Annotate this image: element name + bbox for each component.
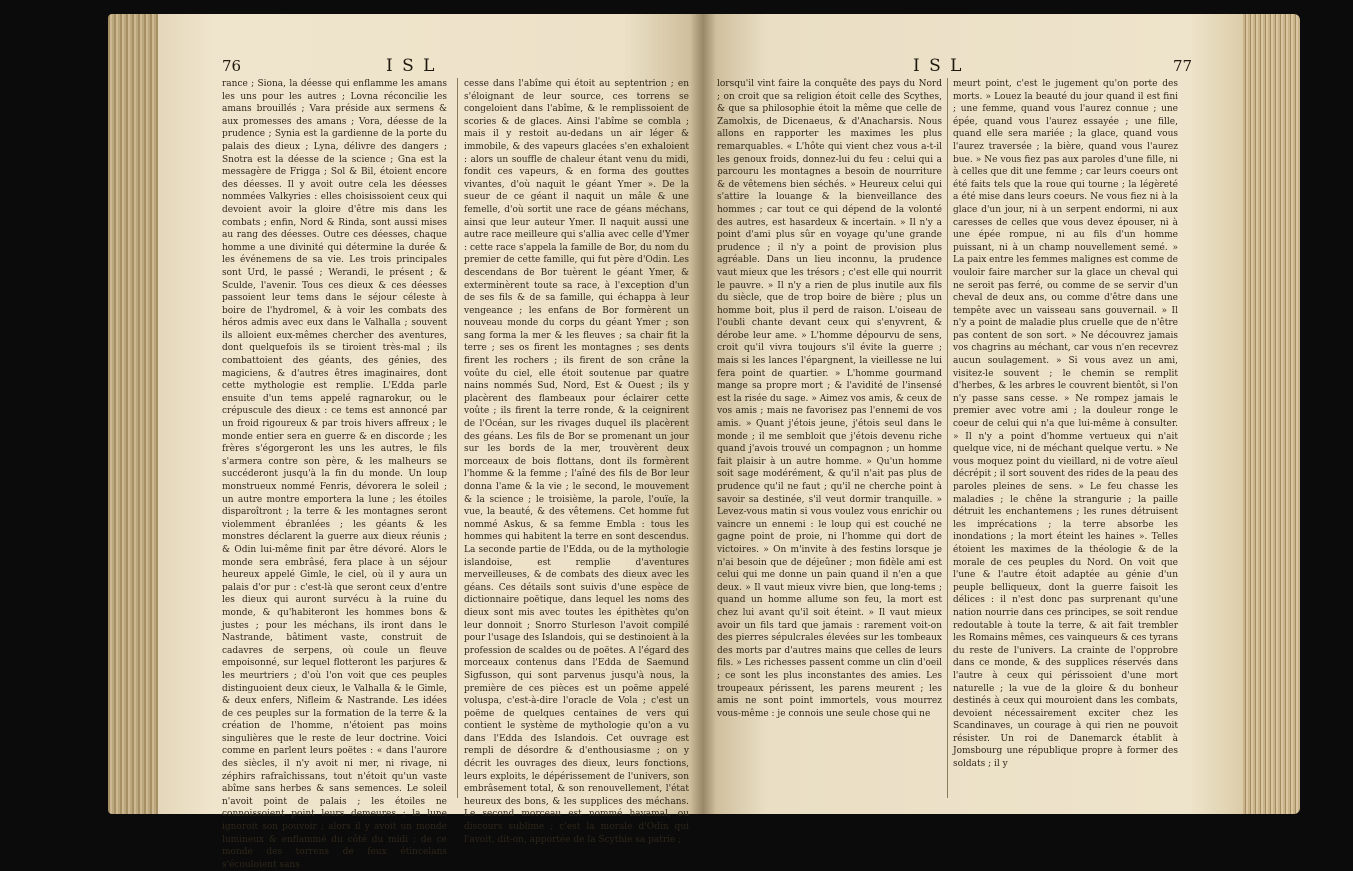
right-page-number: 77 (1173, 57, 1193, 75)
left-page-number: 76 (222, 57, 242, 75)
column-divider (947, 78, 948, 798)
left-running-head: I S L (386, 56, 437, 76)
right-page (703, 14, 1243, 814)
left-page-column-2: cesse dans l'abîme qui étoit au septentrion ; en s'éloignant de leur source, ces torrens se congeloient dans l'abîme, & le remplissoient de scories & de glaces. Ainsi l'abîme se combla ; mais il y restoit au-dedans un air léger & immobile, & des vapeurs glacées s'en exhaloient : alors un souffle de chaleur étant venu du midi, fondit ces vapeurs, & en forma des gouttes vivantes, d'où naquit le géant Ymer ». De la sueur de ce géant il naquit un mâle & une femelle, d'où sortit une race de géans méchans, ainsi que leur auteur Ymer. Il naquit aussi une autre race meilleure qui s'allia avec celle d'Ymer : cette race s'appela la famille de Bor, du nom du premier de cette famille, qui fut père d'Odin. Les descendans de Bor tuèrent le géant Ymer, & exterminèrent toute sa race, à l'exception d'un de ses fils & de sa famille, qui échappa à leur vengeance ; les enfans de Bor formèrent un nouveau monde du corps du géant Ymer ; son sang forma la mer & les fleuves ; sa chair fit la terre ; ses os firent les montagnes ; ses dents firent les rochers ; ils firent de son crâne la voûte du ciel, elle étoit soutenue par quatre nains nommés Sud, Nord, Est & Ouest ; ils y placèrent des flambeaux pour éclairer cette voûte ; ils firent la terre ronde, & la ceignirent de l'Océan, sur les rivages duquel ils placèrent des géans. Les fils de Bor se promenant un jour sur les bords de la mer, trouvèrent deux morceaux de bois flottans, dont ils formèrent l'homme & la femme ; l'aîné des fils de Bor leur donna l'ame & la vie ; le second, le mouvement & la science ; le troisième, la parole, l'ouïe, la vue, la beauté, & des vêtemens. Cet homme fut nommé Askus, & sa femme Embla : tous les hommes qui habitent la terre en sont descendus. La seconde partie de l'Edda, ou de la mythologie islandoise, est remplie d'aventures merveilleuses, & de combats des dieux avec les géans. Ces détails sont suivis d'une espèce de dictionnaire poëtique, dans lequel les noms des dieux sont mis avec toutes les épithètes qu'on leur donnoit ; Snorro Sturleson l'avoit compilé pour l'usage des Islandois, qui se destinoient à la profession de scaldes ou de poëtes. A l'égard des morceaux contenus dans l'Edda de Saemund Sigfusson, qui sont parvenus jusqu'à nous, la première de ces pièces est un poëme appelé voluspa, c'est-à-dire l'oracle de Vola ; c'est un poëme de quelques centaines de vers qui contient le système de mythologie qu'on a vu dans l'Edda des Islandois. Cet ouvrage est rempli de désordre & d'enthousiasme ; on y décrit les ouvrages des dieux, leurs fonctions, leurs exploits, le dépérissement de l'univers, son embrâsement total, & son renouvellement, l'état heureux des bons, & les supplices des méchans. Le second morceau est nommé havamal, ou discours sublime ; c'est la morale d'Odin qui l'avoit, dit-on, apportée de la Scythie sa patrie ; (464, 79, 689, 845)
right-page-edges (1238, 14, 1300, 814)
left-page (158, 14, 703, 870)
column-divider (457, 78, 458, 798)
right-page-column-2: meurt point, c'est le jugement qu'on porte des morts. » Louez la beauté du jour quand il est fini ; une femme, quand vous l'aurez connue ; une épée, quand vous l'aurez essayée ; une fille, quand elle sera mariée ; la glace, quand vous l'aurez traversée ; la bière, quand vous l'aurez bue. » Ne vous fiez pas aux paroles d'une fille, ni à celles que dit une femme ; car leurs coeurs ont été faits tels que la roue qui tourne ; la légèreté a été mise dans leurs coeurs. Ne vous fiez ni à la glace d'un jour, ni à un serpent endormi, ni aux caresses de celles que vous devez épouser, ni à une épée rompue, ni au fils d'un homme puissant, ni à un champ nouvellement semé. » La paix entre les femmes malignes est comme de vouloir faire marcher sur la glace un cheval qui ne seroit pas ferré, ou comme de se servir d'un cheval de deux ans, ou comme d'être dans une tempête avec un vaisseau sans gouvernail. » Il n'y a point de maladie plus cruelle que de n'être pas content de son sort. » Ne découvrez jamais vos chagrins au méchant, car vous n'en recevrez aucun soulagement. » Si vous avez un ami, visitez-le souvent ; le chemin se remplit d'herbes, & les arbres le couvrent bientôt, si l'on n'y passe sans cesse. » Ne rompez jamais le premier avec votre ami ; la douleur ronge le coeur de celui qui n'a que lui-même à consulter. » Il n'y a point d'homme vertueux qui n'ait quelque vice, ni de méchant quelque vertu. » Ne vous moquez point du vieillard, ni de votre aïeul décrépit ; il sort souvent des rides de la peau des paroles pleines de sens. » Le feu chasse les maladies ; le chêne la strangurie ; la paille détruit les enchantemens ; les runes détruisent les imprécations ; la terre absorbe les inondations ; la mort éteint les haines ». Telles étoient les maximes de la théologie & de la morale de ces peuples du Nord. On voit que l'une & l'autre étoit adaptée au génie d'un peuple belliqueux, dont la guerre faisoit les délices : il n'est donc pas surprenant qu'une nation nourrie dans ces principes, se soit rendue redoutable à toute la terre, & ait fait trembler les Romains mêmes, ces vainqueurs & ces tyrans du reste de l'univers. La crainte de l'opprobre dans ce monde, & des supplices réservés dans l'autre à ceux qui périssoient d'une mort naturelle ; la vue de la gloire & du bonheur destinés à ceux qui mouroient dans les combats, devoient nécessairement exciter chez les Scandinaves, un courage à qui rien ne pouvoit résister. Un roi de Danemarck établit à Jomsbourg une république propre à former des soldats ; il y (953, 79, 1178, 770)
left-page-column-1: rance ; Siona, la déesse qui enflamme les amans les uns pour les autres ; Lovna réconcilie les amans brouillés ; Vara préside aux sermens & aux promesses des amans ; Vora, déesse de la prudence ; Synia est la gardienne de la porte du palais des dieux ; Lyna, délivre des dangers ; Snotra est la déesse de la science ; Gna est la messagère de Frigga ; Sol & Bil, étoient encore des déesses. Il y avoit outre cela les déesses nommées Valkyries : elles choisissoient ceux qui devoient avoir la gloire d'être mis dans les combats ; enfin, Nord & Rinda, sont aussi mises au rang des déesses. Outre ces déesses, chaque homme a une divinité qui détermine la durée & les événemens de sa vie. Les trois principales sont Urd, le passé ; Werandi, le présent ; & Sculde, l'avenir. Tous ces dieux & ces déesses passoient leur tems dans le séjour céleste à boire de l'hydromel, & à voir les combats des héros admis avec eux dans le Valhalla ; souvent ils alloient eux-mêmes chercher des aventures, dont quelquefois ils se tiroient très-mal ; ils combattoient des géants, des génies, des magiciens, & d'autres êtres imaginaires, dont cette mythologie est remplie. L'Edda parle ensuite d'un tems appelé ragnarokur, ou le crépuscule des dieux : ce tems est annoncé par un froid rigoureux & par trois hivers affreux ; le monde entier sera en guerre & en discorde ; les frères s'égorgeront les uns les autres, le fils s'armera contre son père, & les malheurs se succéderont jusqu'à la fin du monde. Un loup monstrueux nommé Fenris, dévorera le soleil ; un autre montre emportera la lune ; les étoiles disparoîtront ; la terre & les montagnes seront violemment ébranlées ; les géants & les monstres déclarent la guerre aux dieux réunis ; & Odin lui-même finit par être dévoré. Alors le monde sera embrâsé, fera place à un séjour heureux appelé Gimle, le ciel, où il y aura un palais d'or pur : c'est-là que seront ceux d'entre les dieux qui auront survécu à la ruine du monde, & qu'habiteront les hommes bons & justes ; pour les méchans, ils iront dans le Nastrande, bâtiment vaste, construit de cadavres de serpens, où coule un fleuve empoisonné, sur lequel flotteront les parjures & les meurtriers ; d'où l'on voit que ces peuples distinguoient deux cieux, le Valhalla & le Gimle, & deux enfers, Nifleim & Nastrande. Les idées de ces peuples sur la formation de la terre & la création de l'homme, n'étoient pas moins singulières que le reste de leur doctrine. Voici comme en parlent leurs poëtes : « dans l'aurore des siècles, il n'y avoit ni mer, ni rivage, ni zéphirs rafraîchissans, tout n'étoit qu'un vaste abîme sans herbes & sans semences. Le soleil n'avoit point de palais ; les étoiles ne connoissoient point leurs demeures ; la lune ignoroit son pouvoir ; alors il y avoit un monde lumineux & enflammé du côté du midi ; de ce monde des torrens de feux étincelans s'écouloient sans (222, 79, 447, 870)
book-gutter (690, 14, 716, 814)
right-page-column-1: lorsqu'il vint faire la conquête des pays du Nord ; on croit que sa religion étoit celle des Scythes, & que sa philosophie étoit la même que celle de Zamolxis, de Dicenaeus, & d'Anacharsis. Nous allons en rapporter les maximes les plus remarquables. « L'hôte qui vient chez vous a-t-il les genoux froids, donnez-lui du feu : celui qui a parcouru les montagnes a besoin de nourriture & de vêtemens bien séchés. » Heureux celui qui s'attire la louange & la bienveillance des hommes ; car tout ce qui dépend de la volonté des autres, est hasardeux & incertain. » Il n'y a point d'ami plus sûr en voyage qu'une grande prudence ; il n'y a point de provision plus agréable. Dans un lieu inconnu, la prudence vaut mieux que les trésors ; c'est elle qui nourrit le pauvre. » Il n'y a rien de plus inutile aux fils du siècle, que de trop boire de bière ; plus un homme boit, plus il perd de raison. L'oiseau de l'oubli chante devant ceux qui s'enyvrent, & dérobe leur ame. » L'homme dépourvu de sens, croit qu'il vivra toujours s'il évite la guerre ; mais si les lances l'épargnent, la vieillesse ne lui fera point de quartier. » L'homme gourmand mange sa propre mort ; & l'avidité de l'insensé est la risée du sage. » Aimez vos amis, & ceux de vos amis ; mais ne favorisez pas l'ennemi de vos amis. » Quant j'étois jeune, j'étois seul dans le monde ; il me sembloit que j'étois devenu riche quand j'avois trouvé un compagnon ; un homme fait plaisir à un autre homme. » Qu'un homme soit sage modérément, & qu'il n'ait pas plus de prudence qu'il ne faut ; qu'il ne cherche point à savoir sa destinée, s'il veut dormir tranquille. » Levez-vous matin si vous voulez vous enrichir ou vaincre un ennemi : le loup qui est couché ne gagne point de proie, ni l'homme qui dort de victoires. » On m'invite à des festins lorsque je n'ai besoin que de déjeûner ; mon fidèle ami est celui qui me donne un pain quand il n'en a que deux. » Il vaut mieux vivre bien, que long-tems ; quand un homme allume son feu, la mort est chez lui avant qu'il soit éteint. » Il vaut mieux avoir un fils tard que jamais : rarement voit-on des pierres sépulcrales élevées sur les tombeaux des morts par d'autres mains que celles de leurs fils. » Les richesses passent comme un clin d'oeil ; ce sont les plus inconstantes des amies. Les troupeaux périssent, les parens meurent ; les amis ne sont point immortels, vous mourrez vous-même : je connois une seule chose qui ne (717, 79, 942, 719)
right-running-head: I S L (913, 56, 964, 76)
